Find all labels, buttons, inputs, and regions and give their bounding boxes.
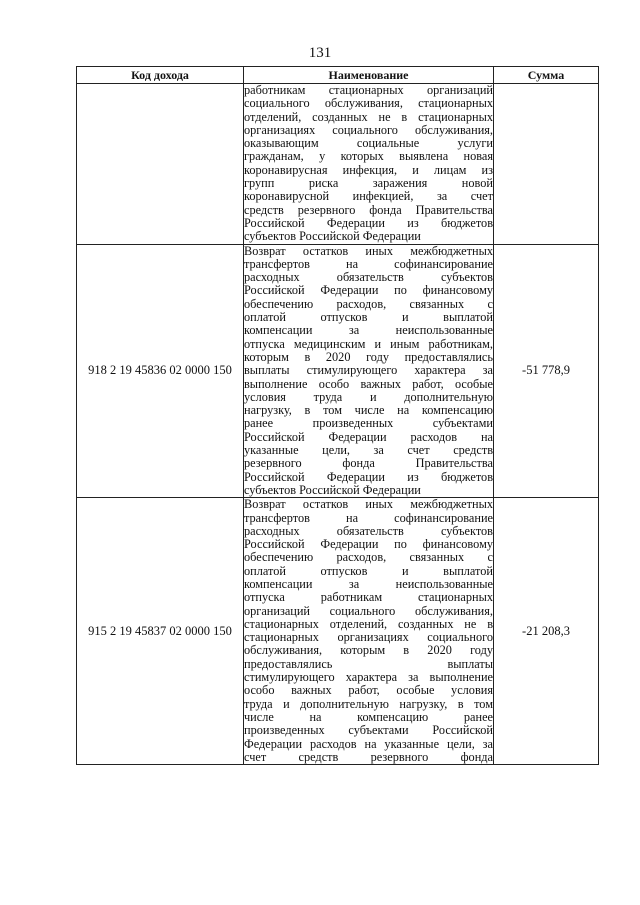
name-line: числе на компенсацию ранее [244, 709, 493, 724]
name-line: оплатой отпусков и выплатой [244, 310, 493, 325]
name-line: субъектов Российской Федерации [244, 229, 421, 244]
name-line: Федерации расходов на указанные цели, за [244, 736, 493, 751]
income-table [76, 66, 599, 765]
header-amount: Сумма [494, 67, 599, 84]
name-line: расходных обязательств субъектов [244, 523, 493, 538]
table-row [77, 84, 599, 245]
name-line: расходных обязательств субъектов [244, 270, 493, 285]
name-line: ранее произведенных субъектами [244, 416, 493, 431]
name-line: стимулирующего характера за выполнение [244, 670, 493, 685]
name-line: гражданам, у которых выявлена новая [244, 149, 493, 164]
name-line: произведенных субъектами Российской [244, 723, 493, 738]
name-line: коронавирусной инфекцией, за счет [244, 189, 493, 204]
income-code-cell: 915 2 19 45837 02 0000 150 [77, 498, 244, 765]
name-line: выполнение особо важных работ, особые [244, 376, 493, 391]
amount-cell: -51 778,9 [494, 244, 599, 498]
name-line: организаций социального обслуживания, [244, 603, 493, 618]
amount-cell [494, 84, 599, 245]
name-line: работникам стационарных организаций [244, 83, 493, 97]
name-line: групп риска заражения новой [244, 176, 493, 191]
name-cell [244, 244, 494, 498]
name-line: обслуживания, которым в 2020 году [244, 643, 493, 658]
name-line: компенсации за неиспользованные [244, 576, 493, 591]
name-line: средств резервного фонда Правительства [244, 202, 493, 217]
name-line: трансфертов на софинансирование [244, 256, 493, 271]
name-line: особо важных работ, особые условия [244, 683, 493, 698]
header-name: Наименование [244, 67, 494, 84]
name-line: условия труда и дополнительную [244, 389, 493, 404]
name-line: Российской Федерации по финансовому [244, 537, 493, 552]
name-line: обеспечению расходов, связанных с [244, 550, 493, 565]
name-line: трансфертов на софинансирование [244, 510, 493, 525]
name-line: труда и дополнительную нагрузку, в том [244, 696, 493, 711]
name-line: субъектов Российской Федерации [244, 482, 421, 497]
name-line: компенсации за неиспользованные [244, 323, 493, 338]
income-code-cell: 918 2 19 45836 02 0000 150 [77, 244, 244, 498]
name-line: отпуска работникам стационарных [244, 590, 493, 605]
name-line: стационарных организациях социального [244, 630, 493, 645]
table-header-row [77, 67, 599, 84]
name-line: счет средств резервного фонда [244, 749, 493, 764]
name-line: стационарных отделений, созданных не в [244, 616, 493, 631]
name-line: Российской Федерации из бюджетов [244, 469, 493, 484]
name-line: Возврат остатков иных межбюджетных [244, 243, 493, 258]
name-line: нагрузку, в том числе на компенсацию [244, 403, 493, 418]
name-line: оплатой отпусков и выплатой [244, 563, 493, 578]
name-line: резервного фонда Правительства [244, 456, 493, 471]
name-line: коронавирусная инфекция, и лицам из [244, 162, 493, 177]
name-line: оказывающим социальные услуги [244, 136, 493, 151]
name-line: выплаты стимулирующего характера за [244, 363, 493, 378]
name-line: предоставлялись выплаты [244, 656, 493, 671]
name-line: Российской Федерации из бюджетов [244, 215, 493, 230]
amount-cell: -21 208,3 [494, 498, 599, 765]
page-number: 131 [308, 45, 332, 61]
header-income-code: Код дохода [77, 67, 244, 84]
name-line: организациях социального обслуживания, [244, 122, 493, 137]
name-line: Возврат остатков иных межбюджетных [244, 497, 493, 512]
name-line: отпуска медицинским и иным работникам, [244, 336, 493, 351]
name-cell [244, 84, 494, 245]
table-row [77, 498, 599, 765]
name-line: отделений, созданных не в стационарных [244, 109, 493, 124]
name-line: социального обслуживания, стационарных [244, 96, 493, 111]
name-line: указанные цели, за счет средств [244, 443, 493, 458]
name-line: Российской Федерации по финансовому [244, 283, 493, 298]
name-cell [244, 498, 494, 765]
table-row [77, 244, 599, 498]
name-line: Российской Федерации расходов на [244, 429, 493, 444]
name-line: которым в 2020 году предоставлялись [244, 349, 493, 364]
income-code-cell [77, 84, 244, 245]
name-line: обеспечению расходов, связанных с [244, 296, 493, 311]
